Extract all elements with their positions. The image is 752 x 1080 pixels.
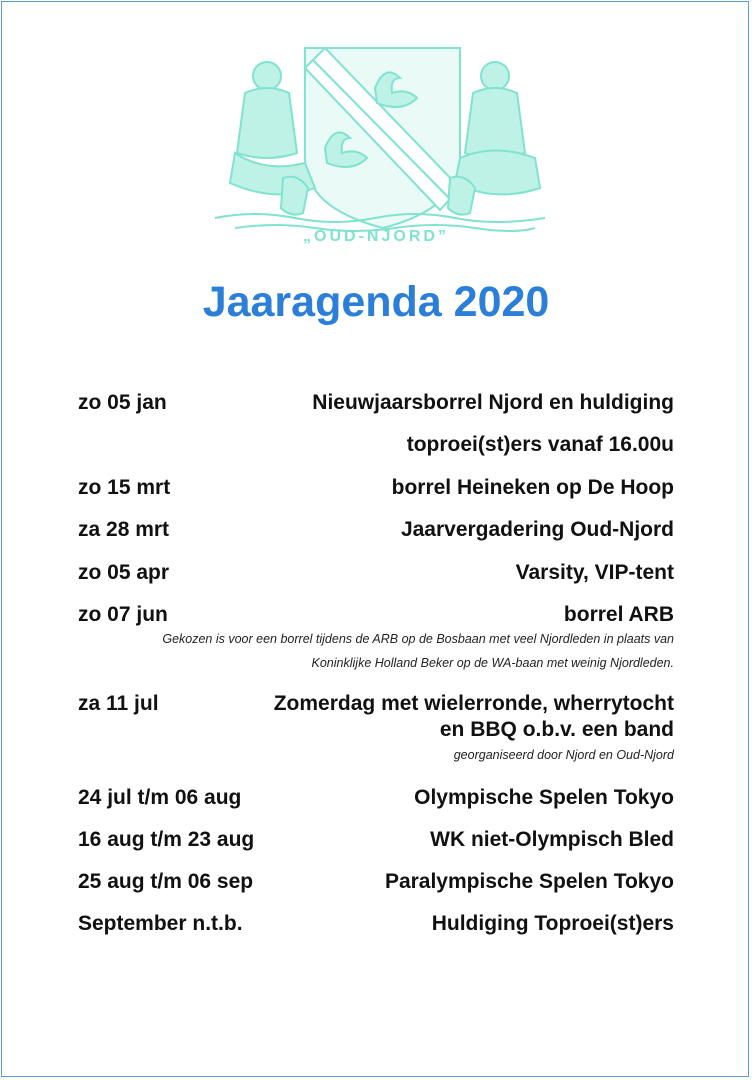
agenda-date: 25 aug t/m 06 sep [78, 870, 254, 893]
agenda-event: WK niet-Olympisch Bled [430, 828, 674, 851]
emblem-motto: „OUD-NJORD” [303, 228, 449, 245]
agenda-event: Zomerdag met wielerronde, wherrytocht [273, 692, 674, 715]
agenda-date: za 28 mrt [78, 518, 170, 541]
page-title: Jaaragenda 2020 [202, 278, 550, 326]
agenda-date: 24 jul t/m 06 aug [78, 786, 242, 809]
agenda-date: zo 15 mrt [78, 476, 171, 499]
agenda-event: borrel ARB [563, 603, 674, 626]
agenda-note: georganiseerd door Njord en Oud-Njord [453, 748, 674, 762]
agenda-date: zo 07 jun [78, 603, 168, 626]
agenda-event: Olympische Spelen Tokyo [414, 786, 674, 809]
agenda-date: zo 05 apr [78, 561, 170, 584]
agenda-event: en BBQ o.b.v. een band [439, 718, 674, 741]
agenda-event: Jaarvergadering Oud-Njord [400, 518, 674, 541]
agenda-date: 16 aug t/m 23 aug [78, 828, 255, 851]
agenda-event: Nieuwjaarsborrel Njord en huldiging [312, 391, 674, 414]
agenda-note: Gekozen is voor een borrel tijdens de ARB op de Bosbaan met veel Njordleden in plaats van [162, 632, 674, 646]
agenda-event: Varsity, VIP-tent [515, 561, 674, 584]
agenda-date: September n.t.b. [78, 912, 243, 935]
agenda-date: zo 05 jan [78, 391, 167, 414]
agenda-event: toproei(st)ers vanaf 16.00u [406, 433, 674, 456]
agenda-note: Koninklijke Holland Beker op de WA-baan met weinig Njordleden. [311, 656, 674, 670]
agenda-event: Paralympische Spelen Tokyo [384, 870, 674, 893]
agenda-event: borrel Heineken op De Hoop [391, 476, 674, 499]
agenda-event: Huldiging Toproei(st)ers [431, 912, 674, 935]
agenda-date: za 11 jul [78, 692, 159, 715]
